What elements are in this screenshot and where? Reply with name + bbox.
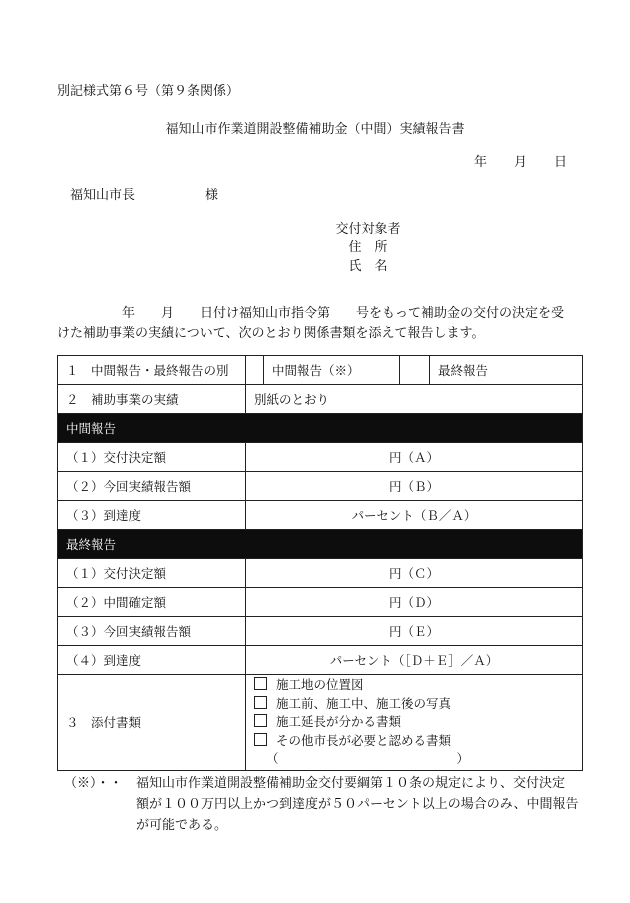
interim-row-value[interactable]: 円（Ａ）	[246, 443, 583, 472]
page-title: 福知山市作業道開設整備補助金（中間）実績報告書	[165, 122, 465, 137]
date-line	[474, 151, 567, 170]
interim-row-label: （３）到達度	[58, 501, 246, 530]
final-row-value[interactable]: 円（Ｄ）	[246, 588, 583, 617]
statement-year: 年	[122, 306, 136, 321]
section-interim-label: 中間報告	[58, 414, 583, 443]
footnote-line2: 額が１００万円以上かつ到達度が５０パーセント以上の場合のみ、中間報告	[136, 797, 579, 812]
results-label: ２ 補助事業の実績	[58, 385, 246, 414]
attachments-label: ３ 添付書類	[58, 675, 246, 771]
addressee-name: 福知山市長	[70, 188, 136, 203]
statement-tail: 号をもって補助金の交付の決定を受	[356, 306, 565, 321]
report-statement	[57, 304, 582, 344]
form-id: 別記様式第６号（第９条関係）	[57, 84, 240, 99]
attachment-item[interactable]: 施工延長が分かる書類	[254, 713, 574, 732]
other-documents-field[interactable]: （ ）	[266, 751, 470, 766]
final-checkbox-cell[interactable]	[400, 356, 430, 385]
table-row	[58, 617, 583, 646]
interim-row-value[interactable]: 円（Ｂ）	[246, 472, 583, 501]
final-row-label: （２）中間確定額	[58, 588, 246, 617]
statement-month: 月	[161, 306, 175, 321]
addressee-honorific: 様	[205, 188, 219, 203]
footnote-mark: （※）・・	[64, 776, 123, 791]
final-row-value[interactable]: 円（Ｅ）	[246, 617, 583, 646]
interim-option: 中間報告（※）	[264, 356, 400, 385]
footnote-line3: が可能である。	[136, 818, 228, 833]
date-year: 年	[474, 155, 488, 170]
recipient-address: 住 所	[348, 240, 388, 255]
table-row	[58, 559, 583, 588]
report-type-label: １ 中間報告・最終報告の別	[58, 356, 246, 385]
table-row	[58, 472, 583, 501]
final-row-label: （４）到達度	[58, 646, 246, 675]
recipient-name: 氏 名	[348, 259, 388, 274]
footnote	[64, 773, 589, 836]
table-row	[58, 675, 583, 771]
checkbox-icon[interactable]	[254, 733, 267, 746]
final-row-value[interactable]: 円（Ｃ）	[246, 559, 583, 588]
date-month: 月	[514, 155, 528, 170]
final-row-label: （３）今回実績報告額	[58, 617, 246, 646]
table-row	[58, 588, 583, 617]
attachment-item[interactable]: 施工前、施工中、施工後の写真	[254, 695, 574, 714]
checkbox-icon[interactable]	[254, 714, 267, 727]
report-table	[57, 355, 583, 771]
statement-line2: けた補助事業の実績について、次のとおり関係書類を添えて報告します。	[57, 326, 485, 341]
checkbox-icon[interactable]	[254, 677, 267, 690]
table-row	[58, 646, 583, 675]
attachments-list	[246, 675, 583, 771]
table-row	[58, 356, 583, 385]
date-day: 日	[554, 155, 568, 170]
recipient-label: 交付対象者	[335, 222, 401, 237]
attachment-item[interactable]: 施工地の位置図	[254, 676, 574, 695]
table-row	[58, 501, 583, 530]
section-interim	[58, 414, 583, 443]
results-value: 別紙のとおり	[246, 385, 583, 414]
table-row	[58, 385, 583, 414]
interim-row-label: （２）今回実績報告額	[58, 472, 246, 501]
footnote-line1: 福知山市作業道開設整備補助金交付要綱第１０条の規定により、交付決定	[136, 776, 566, 791]
interim-row-value[interactable]: パーセント（Ｂ／Ａ）	[246, 501, 583, 530]
checkbox-icon[interactable]	[254, 696, 267, 709]
final-row-value[interactable]: パーセント（［Ｄ＋Ｅ］／Ａ）	[246, 646, 583, 675]
interim-row-label: （１）交付決定額	[58, 443, 246, 472]
section-final	[58, 530, 583, 559]
final-option: 最終報告	[430, 356, 583, 385]
interim-checkbox-cell[interactable]	[246, 356, 264, 385]
section-final-label: 最終報告	[58, 530, 583, 559]
statement-text: 日付け福知山市指令第	[200, 306, 331, 321]
final-row-label: （１）交付決定額	[58, 559, 246, 588]
table-row	[58, 443, 583, 472]
attachment-item[interactable]: その他市長が必要と認める書類	[254, 732, 574, 751]
